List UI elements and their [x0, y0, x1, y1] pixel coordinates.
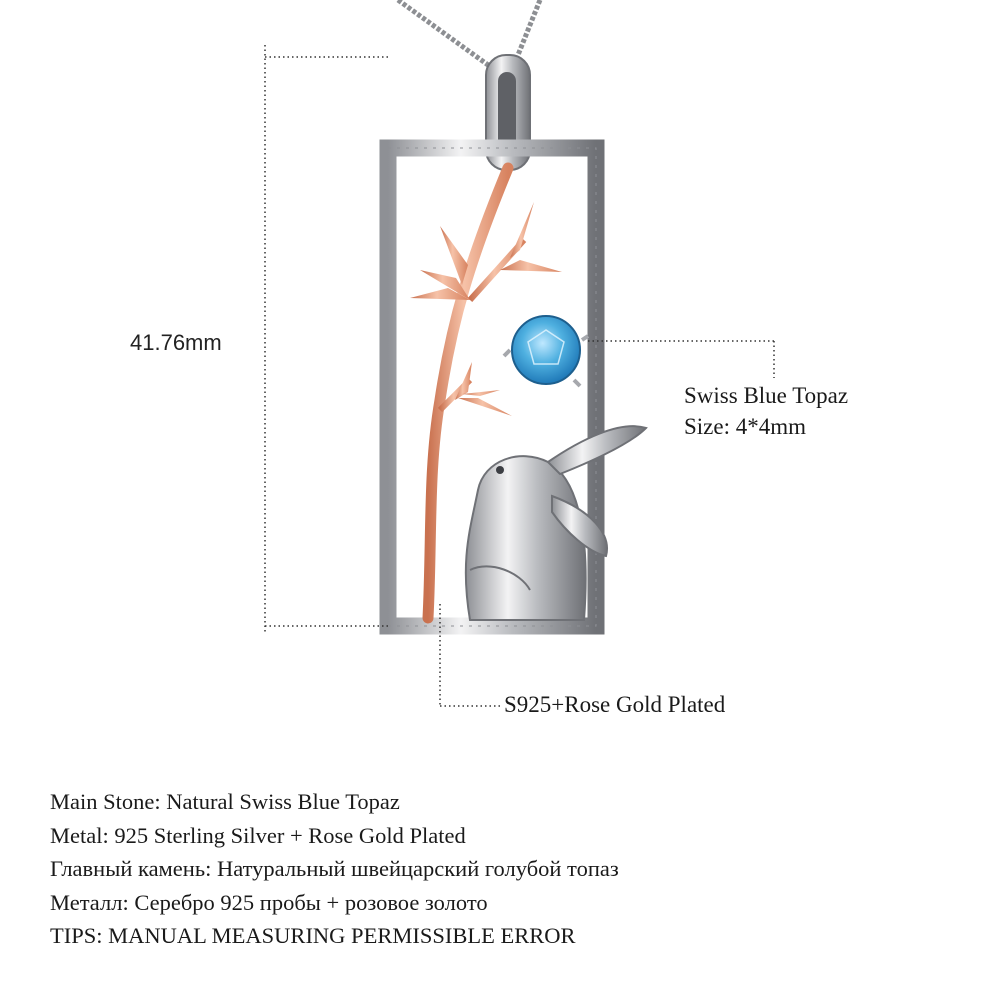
rabbit-figure [466, 426, 646, 620]
spec-main-stone-ru: Главный камень: Натуральный швейцарский голубой топаз [50, 856, 619, 881]
spec-main-stone: Main Stone: Natural Swiss Blue Topaz [50, 789, 400, 814]
topaz-callout [684, 380, 848, 442]
height-dimension-label: 41.76mm [130, 330, 222, 355]
stone-name-label: Swiss Blue Topaz [684, 383, 849, 408]
spec-tips: TIPS: MANUAL MEASURING PERMISSIBLE ERROR [50, 923, 576, 948]
topaz-leader-line [588, 341, 774, 378]
spec-metal: Metal: 925 Sterling Silver + Rose Gold Plated [50, 822, 466, 848]
topaz-stone [504, 316, 588, 386]
material-callout: S925+Rose Gold Plated [504, 692, 726, 717]
height-dimension-line [265, 45, 388, 632]
spec-list [50, 785, 619, 953]
spec-metal-ru: Металл: Серебро 925 пробы + розовое золото [50, 889, 488, 915]
stone-size-label: Size: 4*4mm [684, 414, 807, 439]
